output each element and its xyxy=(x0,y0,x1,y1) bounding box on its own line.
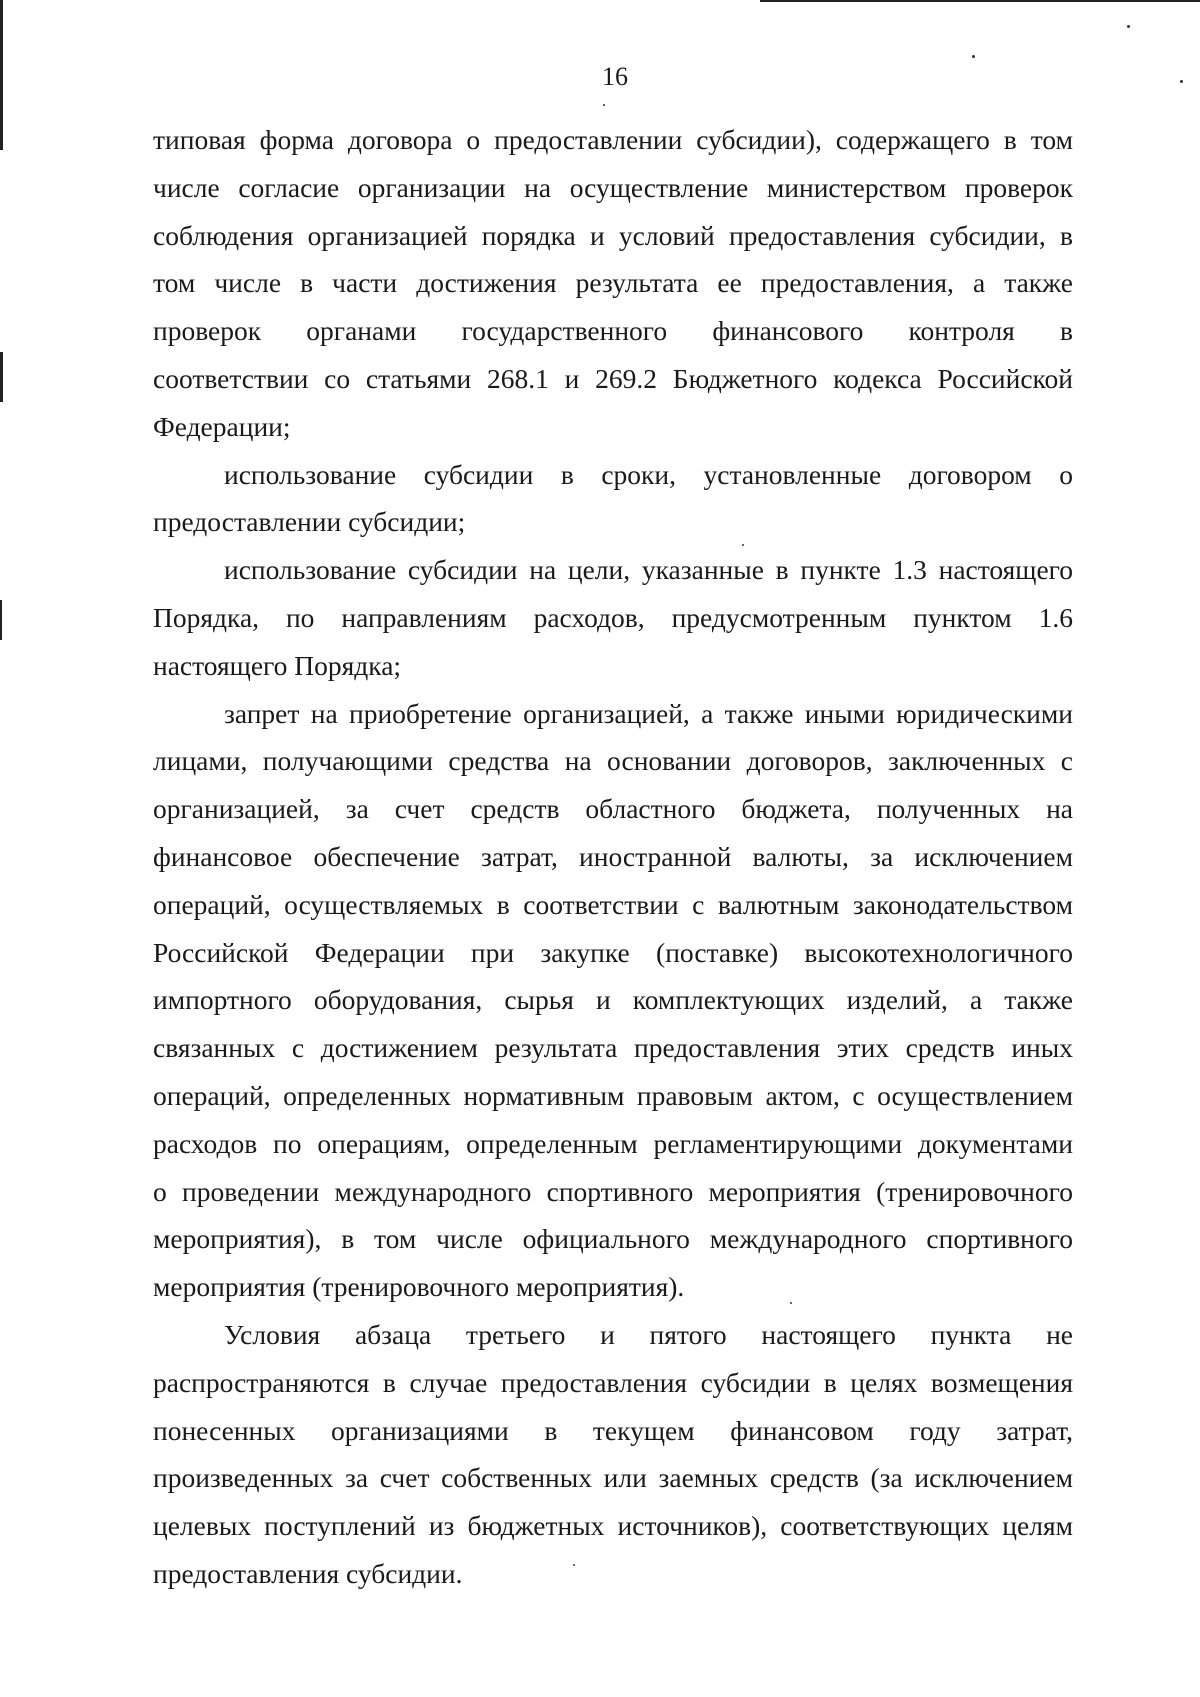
text-line: проверок органами государственного финансового контроля в xyxy=(153,315,1073,347)
paragraph xyxy=(153,690,1073,1311)
text-line: организацией, за счет средств областного бюджета, полученных на xyxy=(153,793,1073,825)
paragraph xyxy=(153,1311,1073,1598)
text-line: Федерации; xyxy=(153,410,291,442)
text-line: распространяются в случае предоставления субсидии в целях возмещения xyxy=(153,1366,1073,1398)
paragraph xyxy=(153,116,1073,451)
text-line: связанных с достижением результата предоставления этих средств иных xyxy=(153,1032,1073,1064)
page-number: 16 xyxy=(602,62,628,91)
scan-speck xyxy=(972,55,975,58)
text-line: типовая форма договора о предоставлении субсидии), содержащего в том xyxy=(153,124,1073,155)
text-line: предоставлении субсидии; xyxy=(153,506,466,538)
document-body xyxy=(153,116,1073,1598)
text-line: произведенных за счет собственных или заемных средств (за исключением xyxy=(153,1462,1073,1494)
scan-edge-mark xyxy=(0,600,2,640)
text-line: запрет на приобретение организацией, а также иными юридическими xyxy=(224,697,1073,729)
text-line: мероприятия (тренировочного мероприятия). xyxy=(153,1271,685,1303)
text-line: импортного оборудования, сырья и комплектующих изделий, а также xyxy=(153,984,1073,1016)
paragraph xyxy=(153,546,1073,689)
text-line: о проведении международного спортивного мероприятия (тренировочного xyxy=(153,1175,1073,1207)
text-line: использование субсидии в сроки, установленные договором о xyxy=(224,458,1073,490)
text-line: целевых поступлений из бюджетных источников), соответствующих целям xyxy=(153,1510,1073,1542)
scan-speck xyxy=(1127,25,1130,28)
text-line: соответствии со статьями 268.1 и 269.2 Бюджетного кодекса Российской xyxy=(153,362,1073,394)
text-line: операций, осуществляемых в соответствии с валютным законодательством xyxy=(153,888,1073,920)
text-line: том числе в части достижения результата ее предоставления, а также xyxy=(153,267,1073,299)
top-border-line xyxy=(760,0,1200,2)
text-line: Порядка, по направлениям расходов, предусмотренным пунктом 1.6 xyxy=(153,601,1073,633)
text-line: Российской Федерации при закупке (поставке) высокотехнологичного xyxy=(153,936,1073,968)
text-line: Условия абзаца третьего и пятого настоящего пункта не xyxy=(224,1318,1073,1350)
paragraph xyxy=(153,451,1073,547)
text-line: понесенных организациями в текущем финансовом году затрат, xyxy=(153,1414,1073,1446)
text-line: финансовое обеспечение затрат, иностранной валюты, за исключением xyxy=(153,840,1073,872)
text-line: использование субсидии на цели, указанные в пункте 1.3 настоящего xyxy=(224,554,1073,586)
scan-edge-mark xyxy=(0,352,3,402)
scan-speck xyxy=(603,104,605,106)
text-line: настоящего Порядка; xyxy=(153,649,402,681)
text-line: расходов по операциям, определенным регламентирующими документами xyxy=(153,1127,1073,1159)
text-line: предоставления субсидии. xyxy=(153,1557,463,1589)
text-line: соблюдения организацией порядка и условий предоставления субсидии, в xyxy=(153,219,1073,251)
text-line: лицами, получающими средства на основании договоров, заключенных с xyxy=(153,745,1073,777)
text-line: мероприятия), в том числе официального международного спортивного xyxy=(153,1223,1073,1255)
text-line: операций, определенных нормативным правовым актом, с осуществлением xyxy=(153,1079,1073,1111)
text-line: числе согласие организации на осуществление министерством проверок xyxy=(153,171,1073,203)
